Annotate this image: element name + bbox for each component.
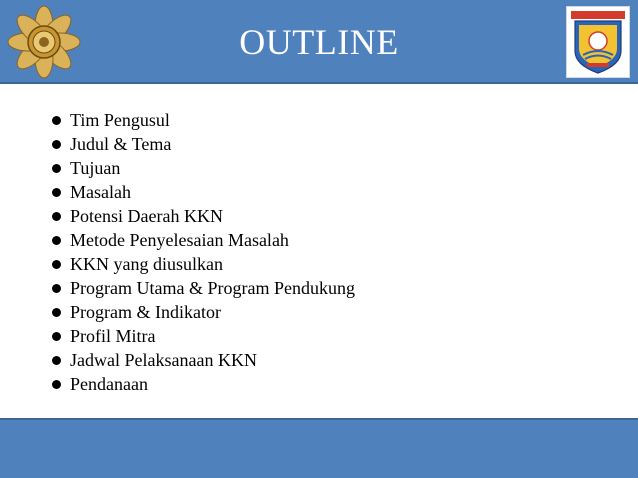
bullet-icon: [52, 188, 61, 197]
bullet-icon: [52, 356, 61, 365]
list-item-label: Tim Pengusul: [70, 110, 170, 130]
list-item-label: KKN yang diusulkan: [70, 254, 223, 274]
outline-list: [44, 108, 355, 396]
list-item-label: Judul & Tema: [70, 134, 172, 154]
bullet-icon: [52, 332, 61, 341]
footer-bar: [0, 418, 638, 478]
bullet-icon: [52, 116, 61, 125]
bullet-icon: [52, 140, 61, 149]
list-item: [44, 252, 355, 276]
list-item: [44, 156, 355, 180]
list-item-label: Profil Mitra: [70, 326, 156, 346]
list-item-label: Jadwal Pelaksanaan KKN: [70, 350, 257, 370]
bullet-icon: [52, 308, 61, 317]
list-item-label: Program Utama & Program Pendukung: [70, 278, 355, 298]
list-item: [44, 228, 355, 252]
header-bar: [0, 0, 638, 84]
list-item: [44, 300, 355, 324]
list-item: [44, 180, 355, 204]
bullet-icon: [52, 380, 61, 389]
list-item-label: Metode Penyelesaian Masalah: [70, 230, 289, 250]
list-item: [44, 372, 355, 396]
list-item: [44, 348, 355, 372]
bullet-icon: [52, 284, 61, 293]
regency-crest-icon: [566, 6, 630, 78]
list-item-label: Pendanaan: [70, 374, 148, 394]
list-item: [44, 108, 355, 132]
bullet-icon: [52, 212, 61, 221]
list-item-label: Potensi Daerah KKN: [70, 206, 223, 226]
list-item: [44, 132, 355, 156]
list-item-label: Tujuan: [70, 158, 121, 178]
list-item-label: Masalah: [70, 182, 131, 202]
bullet-icon: [52, 164, 61, 173]
bullet-icon: [52, 236, 61, 245]
list-item-label: Program & Indikator: [70, 302, 221, 322]
list-item: [44, 276, 355, 300]
slide-title: OUTLINE: [239, 22, 399, 62]
bullet-icon: [52, 260, 61, 269]
list-item: [44, 204, 355, 228]
outline-content: [44, 108, 355, 396]
list-item: [44, 324, 355, 348]
